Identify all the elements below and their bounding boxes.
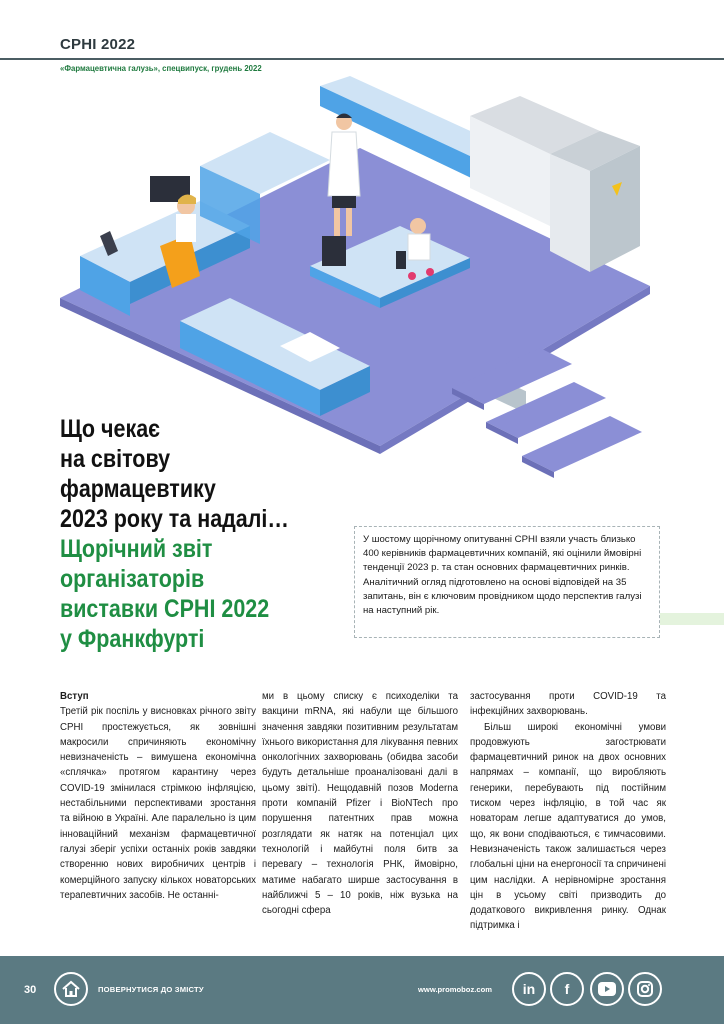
title-line: 2023 року та надалі… xyxy=(60,505,289,533)
linkedin-icon: in xyxy=(522,981,536,997)
home-button[interactable] xyxy=(54,972,88,1006)
subtitle-line: Щорічний звіт xyxy=(60,535,213,563)
article-column-1 xyxy=(60,689,256,935)
page-footer xyxy=(0,956,724,1024)
back-to-contents-link[interactable]: ПОВЕРНУТИСЯ ДО ЗМІСТУ xyxy=(98,985,204,994)
title-line: Що чекає xyxy=(60,415,161,443)
title-line: фармацевтику xyxy=(60,475,216,503)
home-icon xyxy=(61,980,81,998)
subtitle-line: організаторів xyxy=(60,565,205,593)
linkedin-button[interactable] xyxy=(512,972,546,1006)
youtube-button[interactable] xyxy=(590,972,624,1006)
intro-box: У шостому щорічному опитуванні CPHI взяли участь близько 400 керівників фармацевтичних компаній, які оцінили ймовірні тенденції 2023 р. та стан основних фармацевтичних ринків. Аналітичний огляд підготовлено на основі відповідей на 35 запитань, він є ключовим провідником щодо перспектив галузі на наступний рік. xyxy=(354,526,660,638)
facebook-icon: f xyxy=(564,981,570,997)
website-link[interactable]: www.promoboz.com xyxy=(418,985,492,994)
title-line: на світову xyxy=(60,445,171,473)
intro-accent-bar xyxy=(660,613,724,625)
subtitle-line: виставки CPHI 2022 xyxy=(60,595,270,623)
youtube-icon xyxy=(598,982,616,996)
facebook-button[interactable] xyxy=(550,972,584,1006)
paragraph: ми в цьому списку є психоделіки та вакцини mRNA, які набули ще більшого значення завдяки позитивним результатам їхнього використання для лікування певних онкологічних захворювань (обидва засоби будуть детальніше проаналізовані далі в цьому звіті). Нещодавній позов Moderna проти компаній Pfizer і BioNTech про порушення патентних прав можна розглядати як натяк на потенціал цих технологій і майбутні поля битв за перевагу – технологія РНК, ймовірно, матиме набагато ширше застосування в найближчі 5 – 10 років, ніж вузька на сьогодні сфера xyxy=(262,691,458,917)
instagram-icon xyxy=(637,981,653,997)
header-divider xyxy=(0,58,724,60)
instagram-button[interactable] xyxy=(628,972,662,1006)
subtitle-line: у Франкфурті xyxy=(60,625,205,653)
publication-subtitle: «Фармацевтична галузь», спецвипуск, грудень 2022 xyxy=(60,64,262,73)
article-title xyxy=(60,414,350,654)
article-column-3 xyxy=(470,689,666,935)
paragraph: застосування проти COVID-19 та інфекційних захворювань. xyxy=(470,691,666,718)
section-label: CPHI 2022 xyxy=(60,36,136,53)
section-heading: Вступ xyxy=(60,691,89,702)
page-number: 30 xyxy=(24,984,37,996)
article-body xyxy=(60,689,668,935)
paragraph: Третій рік поспіль у висновках річного звіту CPHI простежується, як зовнішні макросили спричиняють економічну невизначеність – вимушена економічна «сплячка» протягом карантину через COVID-19 змінилася стрімкою інфляцією, нестабільними перспективами зростання та війною в Україні. Але паралельно із цим інноваційний механізм фармацевтичної галузі зберіг успіхи останніх років завдяки створенню нових виробничих центрів і комерційного запуску кількох новаторських терапевтичних засобів. Не останні- xyxy=(60,706,256,901)
paragraph: Більш широкі економічні умови продовжують загострювати фармацевтичний ринок на двох основних напрямах – компанії, що виробляють генерики, перебувають під постійним тиском через інфляцію, в той час як новаторам легше адаптуватися до умов, що, як вони сподіваються, є тимчасовими. Невизначеність також залишається через глобальні ціни на енергоносії та спричинені цим наслідки. А нерівномірне зростання цін в усьому світі призводить до додаткового викривлення ринку. Однак підтримка і xyxy=(470,721,666,932)
article-column-2 xyxy=(262,689,458,935)
